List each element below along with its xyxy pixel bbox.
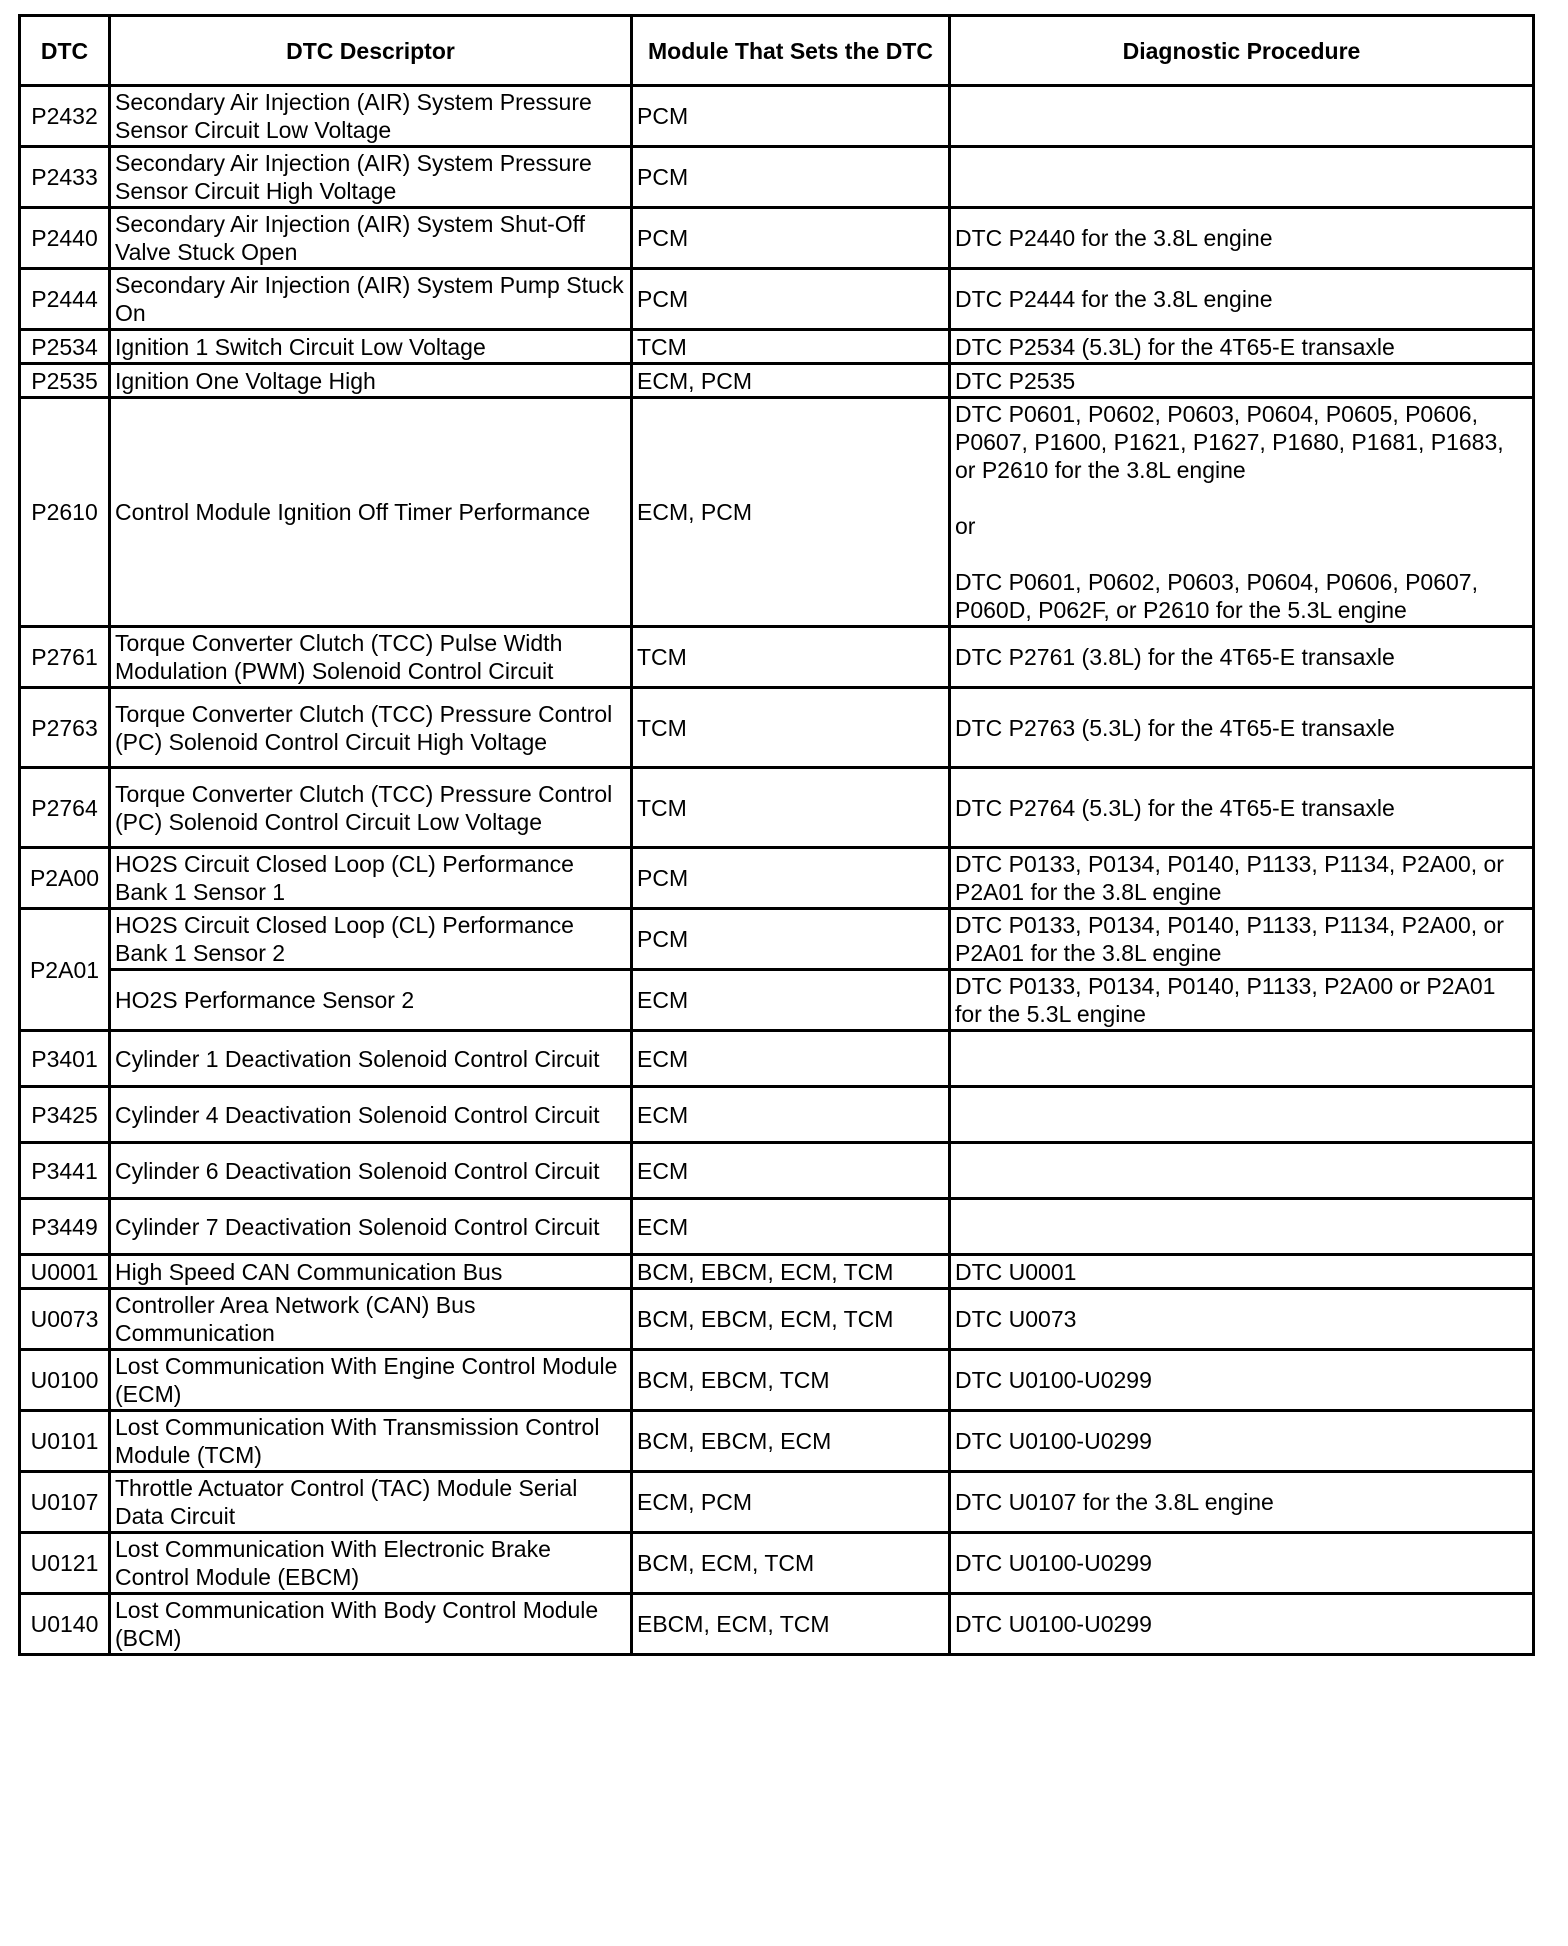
dtc-descriptor-cell: HO2S Circuit Closed Loop (CL) Performance Bank 1 Sensor 1	[110, 848, 632, 909]
table-row	[20, 909, 1534, 970]
procedure-text: or	[955, 513, 976, 539]
header-module: Module That Sets the DTC	[632, 16, 950, 86]
diagnostic-procedure-cell	[950, 1411, 1534, 1472]
dtc-descriptor-cell: Ignition One Voltage High	[110, 364, 632, 398]
table-row	[20, 1350, 1534, 1411]
diagnostic-procedure-cell	[950, 1594, 1534, 1655]
dtc-descriptor-cell: HO2S Performance Sensor 2	[110, 970, 632, 1031]
table-row	[20, 1533, 1534, 1594]
dtc-descriptor-cell: Secondary Air Injection (AIR) System Pressure Sensor Circuit High Voltage	[110, 147, 632, 208]
module-cell: ECM	[632, 1199, 950, 1255]
procedure-text: DTC P0601, P0602, P0603, P0604, P0605, P0606, P0607, P1600, P1621, P1627, P1680, P1681, P1683, or P2610 for the 3.8L engine	[955, 401, 1504, 483]
module-cell: ECM	[632, 1143, 950, 1199]
dtc-code-cell: P2A00	[20, 848, 110, 909]
diagnostic-procedure-cell	[950, 1087, 1534, 1143]
dtc-code-cell: P3449	[20, 1199, 110, 1255]
table-row	[20, 1472, 1534, 1533]
dtc-code-cell: U0100	[20, 1350, 110, 1411]
module-cell: ECM	[632, 1031, 950, 1087]
procedure-text: DTC P0601, P0602, P0603, P0604, P0606, P0607, P060D, P062F, or P2610 for the 5.3L engine	[955, 569, 1478, 623]
table-row	[20, 1087, 1534, 1143]
dtc-code-cell: P3425	[20, 1087, 110, 1143]
table-row	[20, 768, 1534, 848]
procedure-text: DTC P2440 for the 3.8L engine	[955, 225, 1273, 251]
diagnostic-procedure-cell	[950, 208, 1534, 269]
module-cell: BCM, EBCM, ECM, TCM	[632, 1289, 950, 1350]
dtc-descriptor-cell: Lost Communication With Electronic Brake Control Module (EBCM)	[110, 1533, 632, 1594]
header-diagnostic-procedure: Diagnostic Procedure	[950, 16, 1534, 86]
diagnostic-procedure-cell	[950, 1031, 1534, 1087]
dtc-code-cell: P2534	[20, 330, 110, 364]
procedure-text: DTC U0100-U0299	[955, 1428, 1152, 1454]
table-row	[20, 330, 1534, 364]
table-row	[20, 688, 1534, 768]
module-cell: BCM, EBCM, ECM, TCM	[632, 1255, 950, 1289]
dtc-descriptor-cell: Torque Converter Clutch (TCC) Pressure Control (PC) Solenoid Control Circuit High Voltage	[110, 688, 632, 768]
dtc-code-cell: U0073	[20, 1289, 110, 1350]
dtc-code-cell: P2610	[20, 398, 110, 627]
module-cell: ECM, PCM	[632, 398, 950, 627]
diagnostic-procedure-cell	[950, 970, 1534, 1031]
module-cell: EBCM, ECM, TCM	[632, 1594, 950, 1655]
module-cell: PCM	[632, 86, 950, 147]
dtc-table	[18, 14, 1535, 1656]
procedure-text: DTC P0133, P0134, P0140, P1133, P1134, P2A00, or P2A01 for the 3.8L engine	[955, 851, 1504, 905]
dtc-descriptor-cell: Secondary Air Injection (AIR) System Pressure Sensor Circuit Low Voltage	[110, 86, 632, 147]
module-cell: TCM	[632, 768, 950, 848]
procedure-text: DTC P0133, P0134, P0140, P1133, P2A00 or P2A01 for the 5.3L engine	[955, 973, 1496, 1027]
diagnostic-procedure-cell	[950, 1289, 1534, 1350]
diagnostic-procedure-cell	[950, 909, 1534, 970]
table-row	[20, 848, 1534, 909]
procedure-text: DTC U0107 for the 3.8L engine	[955, 1489, 1274, 1515]
table-row	[20, 1594, 1534, 1655]
procedure-text: DTC P2534 (5.3L) for the 4T65-E transaxle	[955, 333, 1395, 360]
table-row	[20, 208, 1534, 269]
module-cell: BCM, EBCM, TCM	[632, 1350, 950, 1411]
table-row	[20, 86, 1534, 147]
module-cell: BCM, ECM, TCM	[632, 1533, 950, 1594]
table-row	[20, 1143, 1534, 1199]
module-cell: PCM	[632, 147, 950, 208]
dtc-descriptor-cell: Controller Area Network (CAN) Bus Communication	[110, 1289, 632, 1350]
dtc-descriptor-cell: High Speed CAN Communication Bus	[110, 1255, 632, 1289]
diagnostic-procedure-cell	[950, 768, 1534, 848]
dtc-code-cell: U0101	[20, 1411, 110, 1472]
module-cell: TCM	[632, 627, 950, 688]
procedure-text: DTC U0001	[955, 1258, 1077, 1285]
dtc-descriptor-cell: Lost Communication With Body Control Module (BCM)	[110, 1594, 632, 1655]
module-cell: BCM, EBCM, ECM	[632, 1411, 950, 1472]
module-cell: TCM	[632, 330, 950, 364]
table-header	[20, 16, 1534, 86]
header-row	[20, 16, 1534, 86]
dtc-descriptor-cell: Lost Communication With Engine Control Module (ECM)	[110, 1350, 632, 1411]
dtc-code-cell: U0140	[20, 1594, 110, 1655]
table-row	[20, 627, 1534, 688]
module-cell: PCM	[632, 848, 950, 909]
header-dtc: DTC	[20, 16, 110, 86]
procedure-text: DTC P2444 for the 3.8L engine	[955, 286, 1273, 312]
dtc-descriptor-cell: Cylinder 6 Deactivation Solenoid Control Circuit	[110, 1143, 632, 1199]
module-cell: PCM	[632, 208, 950, 269]
procedure-text: DTC P2761 (3.8L) for the 4T65-E transaxle	[955, 644, 1395, 670]
diagnostic-procedure-cell	[950, 627, 1534, 688]
dtc-code-cell: P2433	[20, 147, 110, 208]
module-cell: ECM	[632, 1087, 950, 1143]
procedure-text: DTC U0100-U0299	[955, 1367, 1152, 1393]
diagnostic-procedure-cell	[950, 330, 1534, 364]
table-row	[20, 364, 1534, 398]
diagnostic-procedure-cell	[950, 848, 1534, 909]
dtc-descriptor-cell: Control Module Ignition Off Timer Performance	[110, 398, 632, 627]
procedure-text: DTC U0100-U0299	[955, 1550, 1152, 1576]
diagnostic-procedure-cell	[950, 1350, 1534, 1411]
procedure-text: DTC P2764 (5.3L) for the 4T65-E transaxle	[955, 794, 1395, 821]
dtc-code-cell: P2444	[20, 269, 110, 330]
module-cell: PCM	[632, 909, 950, 970]
module-cell: ECM, PCM	[632, 1472, 950, 1533]
dtc-code-cell: P2763	[20, 688, 110, 768]
dtc-descriptor-cell: Lost Communication With Transmission Control Module (TCM)	[110, 1411, 632, 1472]
dtc-code-cell: P2432	[20, 86, 110, 147]
dtc-code-cell: U0001	[20, 1255, 110, 1289]
dtc-descriptor-cell: Secondary Air Injection (AIR) System Pump Stuck On	[110, 269, 632, 330]
dtc-code-cell: U0121	[20, 1533, 110, 1594]
dtc-descriptor-cell: Cylinder 7 Deactivation Solenoid Control Circuit	[110, 1199, 632, 1255]
dtc-code-cell: P3401	[20, 1031, 110, 1087]
dtc-descriptor-cell: Torque Converter Clutch (TCC) Pulse Width Modulation (PWM) Solenoid Control Circuit	[110, 627, 632, 688]
table-row	[20, 970, 1534, 1031]
diagnostic-procedure-cell	[950, 398, 1534, 627]
dtc-descriptor-cell: Cylinder 4 Deactivation Solenoid Control Circuit	[110, 1087, 632, 1143]
module-cell: ECM	[632, 970, 950, 1031]
dtc-code-cell: P2535	[20, 364, 110, 398]
dtc-descriptor-cell: Torque Converter Clutch (TCC) Pressure Control (PC) Solenoid Control Circuit Low Voltage	[110, 768, 632, 848]
procedure-text: DTC P2535	[955, 367, 1076, 394]
diagnostic-procedure-cell	[950, 1143, 1534, 1199]
table-body	[20, 86, 1534, 1655]
table-row	[20, 398, 1534, 627]
procedure-text: DTC P0133, P0134, P0140, P1133, P1134, P2A00, or P2A01 for the 3.8L engine	[955, 912, 1504, 966]
dtc-descriptor-cell: HO2S Circuit Closed Loop (CL) Performance Bank 1 Sensor 2	[110, 909, 632, 970]
diagnostic-procedure-cell	[950, 269, 1534, 330]
diagnostic-procedure-cell	[950, 147, 1534, 208]
diagnostic-procedure-cell	[950, 364, 1534, 398]
dtc-code-cell: P2A01	[20, 909, 110, 1031]
diagnostic-procedure-cell	[950, 1199, 1534, 1255]
dtc-descriptor-cell: Throttle Actuator Control (TAC) Module Serial Data Circuit	[110, 1472, 632, 1533]
table-row	[20, 1255, 1534, 1289]
module-cell: TCM	[632, 688, 950, 768]
dtc-descriptor-cell: Cylinder 1 Deactivation Solenoid Control Circuit	[110, 1031, 632, 1087]
diagnostic-procedure-cell	[950, 688, 1534, 768]
module-cell: ECM, PCM	[632, 364, 950, 398]
table-row	[20, 1289, 1534, 1350]
table-row	[20, 147, 1534, 208]
dtc-code-cell: P2764	[20, 768, 110, 848]
table-row	[20, 269, 1534, 330]
module-cell: PCM	[632, 269, 950, 330]
header-dtc-descriptor: DTC Descriptor	[110, 16, 632, 86]
dtc-code-cell: U0107	[20, 1472, 110, 1533]
diagnostic-procedure-cell	[950, 1533, 1534, 1594]
table-row	[20, 1031, 1534, 1087]
dtc-code-cell: P3441	[20, 1143, 110, 1199]
table-row	[20, 1411, 1534, 1472]
dtc-descriptor-cell: Secondary Air Injection (AIR) System Shut-Off Valve Stuck Open	[110, 208, 632, 269]
diagnostic-procedure-cell	[950, 1255, 1534, 1289]
dtc-code-cell: P2440	[20, 208, 110, 269]
diagnostic-procedure-cell	[950, 1472, 1534, 1533]
dtc-code-cell: P2761	[20, 627, 110, 688]
table-row	[20, 1199, 1534, 1255]
diagnostic-procedure-cell	[950, 86, 1534, 147]
procedure-text: DTC P2763 (5.3L) for the 4T65-E transaxle	[955, 714, 1395, 741]
procedure-text: DTC U0073	[955, 1306, 1077, 1332]
procedure-text: DTC U0100-U0299	[955, 1611, 1152, 1637]
dtc-descriptor-cell: Ignition 1 Switch Circuit Low Voltage	[110, 330, 632, 364]
